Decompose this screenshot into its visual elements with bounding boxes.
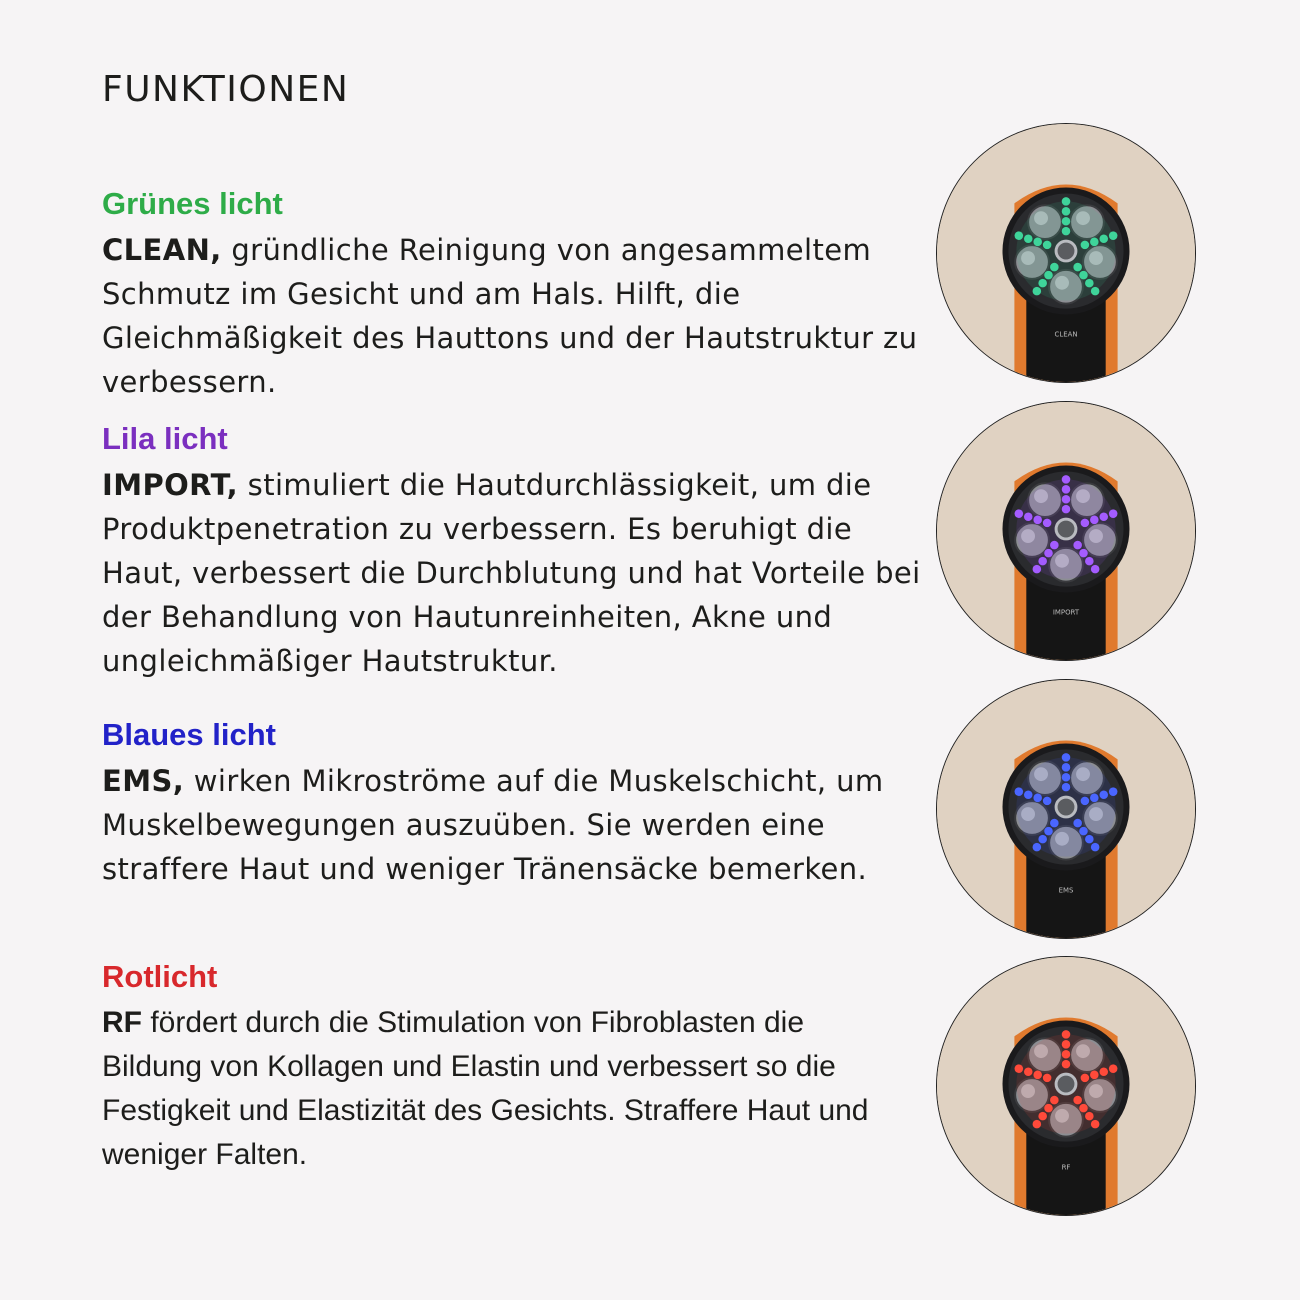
led-dot: [1015, 509, 1024, 518]
led-dot: [1043, 519, 1052, 528]
led-dot: [1050, 819, 1059, 828]
device-photo-red: [936, 956, 1196, 1216]
led-dot: [1091, 565, 1100, 574]
led-dot: [1085, 835, 1094, 844]
led-dot: [1109, 509, 1118, 518]
led-dot: [1033, 287, 1042, 296]
led-dot: [1024, 234, 1033, 243]
led-dot: [1044, 1104, 1053, 1113]
section-green-light: [102, 186, 942, 404]
led-dot: [1062, 197, 1071, 206]
led-dot: [1091, 287, 1100, 296]
led-dot: [1090, 238, 1099, 247]
led-dot: [1109, 787, 1118, 796]
led-dot: [1062, 217, 1071, 226]
led-dot: [1050, 541, 1059, 550]
keyword-ems: EMS,: [102, 764, 185, 798]
led-dot: [1062, 763, 1071, 772]
led-dot: [1015, 1064, 1024, 1073]
device-photo-blue: [936, 679, 1196, 939]
led-dot: [1062, 227, 1071, 236]
led-dot: [1038, 835, 1047, 844]
led-dot: [1033, 238, 1042, 247]
led-dot: [1024, 512, 1033, 521]
led-dot: [1050, 1096, 1059, 1105]
led-dot: [1081, 797, 1090, 806]
led-dot: [1073, 541, 1082, 550]
led-dot: [1044, 271, 1053, 280]
device-photo-purple: [936, 401, 1196, 661]
device-mode-label: RF: [1061, 1163, 1071, 1172]
description-rf: fördert durch die Stimulation von Fibroblasten die Bildung von Kollagen und Elastin und verbessert so die Festigkeit und Elastizität des Gesichts. Straffere Haut und weniger Falten.: [102, 1006, 869, 1171]
led-dot: [1033, 1071, 1042, 1080]
led-dot: [1081, 1074, 1090, 1083]
led-dot: [1043, 241, 1052, 250]
led-dot: [1073, 263, 1082, 272]
led-dot: [1062, 495, 1071, 504]
device-mode-label: IMPORT: [1052, 608, 1080, 617]
section-heading-green: Grünes licht: [102, 186, 283, 221]
description-import: stimuliert die Hautdurchlässigkeit, um die Produktpenetration zu verbessern. Es beruhigt die Haut, verbessert die Durchblutung und hat Vorteile bei der Behandlung von Hautunreinheiten, Akne und ungleichmäßiger Hautstruktur.: [102, 468, 921, 678]
led-dot: [1033, 794, 1042, 803]
section-heading-purple: Lila licht: [102, 421, 228, 456]
description-ems: wirken Mikroströme auf die Muskelschicht, um Muskelbewegungen auszuüben. Sie werden eine straffere Haut und weniger Tränensäcke bemerken.: [102, 764, 884, 886]
led-dot: [1043, 1074, 1052, 1083]
led-dot: [1099, 1067, 1108, 1076]
led-dot: [1081, 241, 1090, 250]
led-dot: [1090, 794, 1099, 803]
section-body-red: [102, 1001, 902, 1177]
led-dot: [1044, 827, 1053, 836]
led-dot: [1081, 519, 1090, 528]
led-dot: [1050, 263, 1059, 272]
led-dot: [1038, 557, 1047, 566]
led-dot: [1043, 797, 1052, 806]
keyword-import: IMPORT,: [102, 468, 239, 502]
device-illustration: [937, 680, 1195, 938]
section-heading-red: Rotlicht: [102, 959, 218, 994]
section-body-blue: [102, 759, 892, 891]
led-dot: [1044, 549, 1053, 558]
led-dot: [1079, 827, 1088, 836]
led-dot: [1091, 843, 1100, 852]
section-red-light: [102, 959, 942, 1177]
device-illustration: [937, 957, 1195, 1215]
led-dot: [1079, 549, 1088, 558]
led-dot: [1109, 231, 1118, 240]
device-mode-label: EMS: [1058, 886, 1074, 895]
led-dot: [1038, 279, 1047, 288]
device-mode-label: CLEAN: [1054, 330, 1078, 339]
led-dot: [1033, 1120, 1042, 1129]
device-illustration: [937, 402, 1195, 660]
led-dot: [1038, 1112, 1047, 1121]
led-dot: [1062, 1050, 1071, 1059]
led-dot: [1062, 783, 1071, 792]
led-dot: [1024, 1067, 1033, 1076]
led-dot: [1085, 279, 1094, 288]
led-dot: [1033, 843, 1042, 852]
led-dot: [1085, 557, 1094, 566]
device-photo-green: [936, 123, 1196, 383]
section-body-green: [102, 228, 942, 404]
section-heading-blue: Blaues licht: [102, 717, 276, 752]
section-body-purple: [102, 463, 942, 683]
led-dot: [1073, 1096, 1082, 1105]
page-title: FUNKTIONEN: [102, 69, 350, 110]
device-illustration: [937, 124, 1195, 382]
led-dot: [1085, 1112, 1094, 1121]
led-dot: [1015, 231, 1024, 240]
section-blue-light: [102, 717, 942, 891]
led-dot: [1024, 790, 1033, 799]
section-purple-light: [102, 421, 942, 683]
led-dot: [1109, 1064, 1118, 1073]
led-dot: [1062, 1040, 1071, 1049]
led-dot: [1099, 234, 1108, 243]
led-dot: [1033, 565, 1042, 574]
led-dot: [1033, 516, 1042, 525]
led-dot: [1062, 1030, 1071, 1039]
led-dot: [1062, 475, 1071, 484]
led-dot: [1062, 485, 1071, 494]
led-dot: [1062, 505, 1071, 514]
led-dot: [1079, 271, 1088, 280]
led-dot: [1091, 1120, 1100, 1129]
keyword-rf: RF: [102, 1006, 142, 1039]
led-dot: [1090, 516, 1099, 525]
led-dot: [1073, 819, 1082, 828]
keyword-clean: CLEAN,: [102, 233, 222, 267]
led-dot: [1015, 787, 1024, 796]
led-dot: [1062, 753, 1071, 762]
led-dot: [1099, 790, 1108, 799]
led-dot: [1079, 1104, 1088, 1113]
led-dot: [1090, 1071, 1099, 1080]
description-clean: gründliche Reinigung von angesammeltem Schmutz im Gesicht und am Hals. Hilft, die Gleichmäßigkeit des Hauttons und der Hautstruktur zu verbessern.: [102, 233, 918, 399]
led-dot: [1099, 512, 1108, 521]
led-dot: [1062, 773, 1071, 782]
led-dot: [1062, 1060, 1071, 1069]
led-dot: [1062, 207, 1071, 216]
